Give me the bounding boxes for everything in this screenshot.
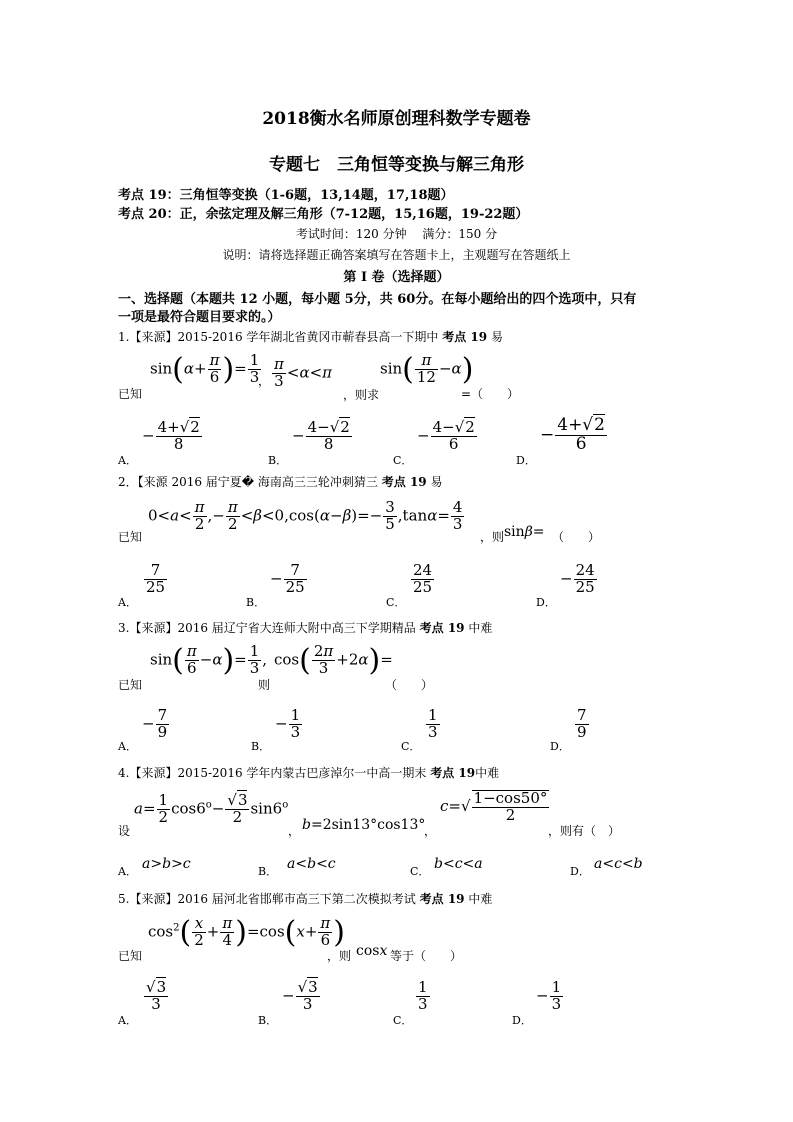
question-5-difficulty: 中难 xyxy=(468,892,493,906)
question-3-difficulty: 中难 xyxy=(468,621,493,635)
question-4-source: 4.【来源】2015-2016 学年内蒙古巴彦淖尔一中高一期末 xyxy=(118,766,427,780)
question-3-tag: 考点 19 xyxy=(419,621,465,635)
document-title: 2018衡水名师原创理科数学专题卷 xyxy=(262,109,531,129)
question-3-option-c-label: C． xyxy=(401,740,421,753)
question-1-option-b-label: B． xyxy=(268,454,288,467)
exam-info: 考试时间：120 分钟 满分：150 分 xyxy=(295,227,498,241)
question-4-option-b: a<b<c xyxy=(287,856,336,872)
question-5-option-b-label: B． xyxy=(258,1014,278,1027)
question-5-option-b: − $\frac{√3}{3}$ xyxy=(282,978,318,1013)
question-1-option-c-label: C． xyxy=(393,454,413,467)
question-3-option-b-label: B． xyxy=(251,740,271,753)
question-2-tag: 考点 19 xyxy=(381,475,427,489)
question-4-blank: ，则有（ ） xyxy=(548,824,621,838)
question-1-formula-2: $\frac{\pi}{3}$ <α<π xyxy=(274,355,333,390)
question-3-option-d: $\frac{7}{9}$ xyxy=(577,706,587,741)
question-4-option-c: b<c<a xyxy=(434,856,483,872)
question-3-option-d-label: D． xyxy=(550,740,570,753)
question-1-option-d-label: D． xyxy=(516,454,536,467)
question-5-header xyxy=(118,890,492,907)
question-5-option-a-label: A． xyxy=(118,1014,137,1027)
question-1-formula-1: sin(α+ $\frac{\pi}{6}$ )= $\frac{1}{3}$ xyxy=(150,351,260,387)
question-1-formula-3: sin( $\frac{\pi}{12}$ −α) xyxy=(380,351,474,387)
question-4-formula-a: a= $\frac{1}{2}$ $\cos 6^o-$ $\frac{√3}{2}$ sin6$^o$ xyxy=(134,791,289,826)
question-2-option-d-label: D． xyxy=(536,596,556,609)
question-2-option-b: − $\frac{7}{25}$ xyxy=(270,561,305,596)
question-4-option-d: a<c<b xyxy=(594,856,643,872)
question-4-difficulty: 中难 xyxy=(475,766,500,780)
question-3-then: 则 xyxy=(258,678,271,692)
question-3-option-c: $\frac{1}{3}$ xyxy=(428,706,438,741)
instructions: 说明：请将选择题正确答案填写在答题卡上，主观题写在答题纸上 xyxy=(222,248,571,262)
knowledge-point-19: 考点 19：三角恒等变换（1-6题，13,14题，17,18题） xyxy=(118,188,454,203)
question-1-option-a-label: A． xyxy=(118,454,137,467)
question-1-blank: =（ ） xyxy=(461,387,520,401)
question-2-formula: 0<a< $\frac{\pi}{2}$ ,− $\frac{\pi}{2}$ <β<0,cos(α−β)=− $\frac{3}{5}$ ,tanα= $\frac{4}{3}$ xyxy=(148,498,463,533)
question-3-blank: （ ） xyxy=(385,678,434,692)
question-5-option-c-label: C． xyxy=(393,1014,413,1027)
section-heading-line2: 一项是最符合题目要求的。） xyxy=(118,310,281,325)
question-1-then: ，则求 xyxy=(343,388,380,402)
question-3-option-a-label: A． xyxy=(118,740,137,753)
question-1-option-d: − $\frac{4+√2}{6}$ xyxy=(540,415,605,454)
question-3-source: 3.【来源】2016 届辽宁省大连师大附中高三下学期精品 xyxy=(118,621,416,635)
question-3-prefix: 已知 xyxy=(118,678,143,692)
question-2-header xyxy=(118,473,443,490)
question-2-option-a-label: A． xyxy=(118,596,137,609)
question-5-option-d: − $\frac{1}{3}$ xyxy=(536,978,562,1013)
question-1-prefix: 已知 xyxy=(118,387,143,401)
question-4-option-c-label: C． xyxy=(410,865,430,878)
question-4-comma-1: ， xyxy=(288,824,301,838)
question-4-option-b-label: B． xyxy=(258,865,278,878)
question-3-formula-2: cos( $\frac{2\pi}{3}$ +2α)= xyxy=(274,642,393,678)
question-2-option-d: − $\frac{24}{25}$ xyxy=(560,561,595,596)
question-4-prefix: 设 xyxy=(118,824,131,838)
question-1-tag: 考点 19 xyxy=(442,330,488,344)
question-1-comma: ， xyxy=(258,374,271,388)
question-2-then: ，则 xyxy=(480,530,505,544)
knowledge-point-20: 考点 20：正，余弦定理及解三角形（7-12题，15,16题，19-22题） xyxy=(118,207,529,222)
question-2-prefix: 已知 xyxy=(118,530,143,544)
question-5-formula: $\cos^2$( $\frac{x}{2}$ + $\frac{\pi}{4}$ )=cos(x+ $\frac{\pi}{6}$ ) xyxy=(148,914,345,950)
volume-heading: 第 I 卷（选择题） xyxy=(343,270,450,285)
question-3-header xyxy=(118,619,492,636)
question-2-option-a: $\frac{7}{25}$ xyxy=(146,561,166,596)
question-4-comma-2: ， xyxy=(424,824,437,838)
question-4-tag: 考点 19 xyxy=(430,766,476,780)
question-5-formula-2: cosx xyxy=(356,943,388,959)
question-4-formula-c: c=√ $\frac{1-\cos 50^\circ}{2}$ xyxy=(440,789,548,824)
question-5-prefix: 已知 xyxy=(118,949,143,963)
question-1-difficulty: 易 xyxy=(490,330,503,344)
question-5-option-d-label: D． xyxy=(512,1014,532,1027)
question-1-header xyxy=(118,328,503,345)
question-2-difficulty: 易 xyxy=(430,475,443,489)
question-2-option-b-label: B． xyxy=(246,596,266,609)
question-2-option-c-label: C． xyxy=(386,596,406,609)
question-4-option-d-label: D． xyxy=(570,865,590,878)
question-4-option-a: a>b>c xyxy=(142,856,191,872)
document-subtitle: 专题七 三角恒等变换与解三角形 xyxy=(269,155,524,175)
question-5-source: 5.【来源】2016 届河北省邯郸市高三下第二次模拟考试 xyxy=(118,892,416,906)
question-3-option-a: − $\frac{7}{9}$ xyxy=(142,706,168,741)
question-5-then: ，则 xyxy=(327,949,352,963)
question-3-formula-1: sin( $\frac{\pi}{6}$ −α)= $\frac{1}{3}$ , xyxy=(150,642,268,678)
question-1-option-c: − $\frac{4-√2}{6}$ xyxy=(417,418,475,453)
question-4-header xyxy=(118,764,499,781)
question-2-formula-2: sinβ= xyxy=(504,524,545,540)
question-2-source: 2．【来源 2016 届宁夏� 海南高三三轮冲刺猜三 xyxy=(118,475,378,489)
question-1-option-b: − $\frac{4-√2}{8}$ xyxy=(292,418,350,453)
question-1-option-a: − $\frac{4+√2}{8}$ xyxy=(142,418,200,453)
question-5-tag: 考点 19 xyxy=(419,892,465,906)
question-1-source: 1.【来源】2015-2016 学年湖北省黄冈市蕲春县高一下期中 xyxy=(118,330,439,344)
question-3-option-b: − $\frac{1}{3}$ xyxy=(275,706,301,741)
question-4-formula-b: b=2sin13°cos13° xyxy=(302,817,426,833)
question-5-option-a: $\frac{√3}{3}$ xyxy=(146,978,167,1013)
question-5-blank: 等于（ ） xyxy=(390,949,463,963)
question-2-blank: （ ） xyxy=(552,530,601,544)
section-heading-line1: 一、选择题（本题共 12 小题，每小题 5分，共 60分。在每小题给出的四个选项中，只有 xyxy=(118,292,637,307)
question-4-option-a-label: A． xyxy=(118,865,137,878)
question-2-option-c: $\frac{24}{25}$ xyxy=(413,561,433,596)
question-5-option-c: $\frac{1}{3}$ xyxy=(418,978,428,1013)
